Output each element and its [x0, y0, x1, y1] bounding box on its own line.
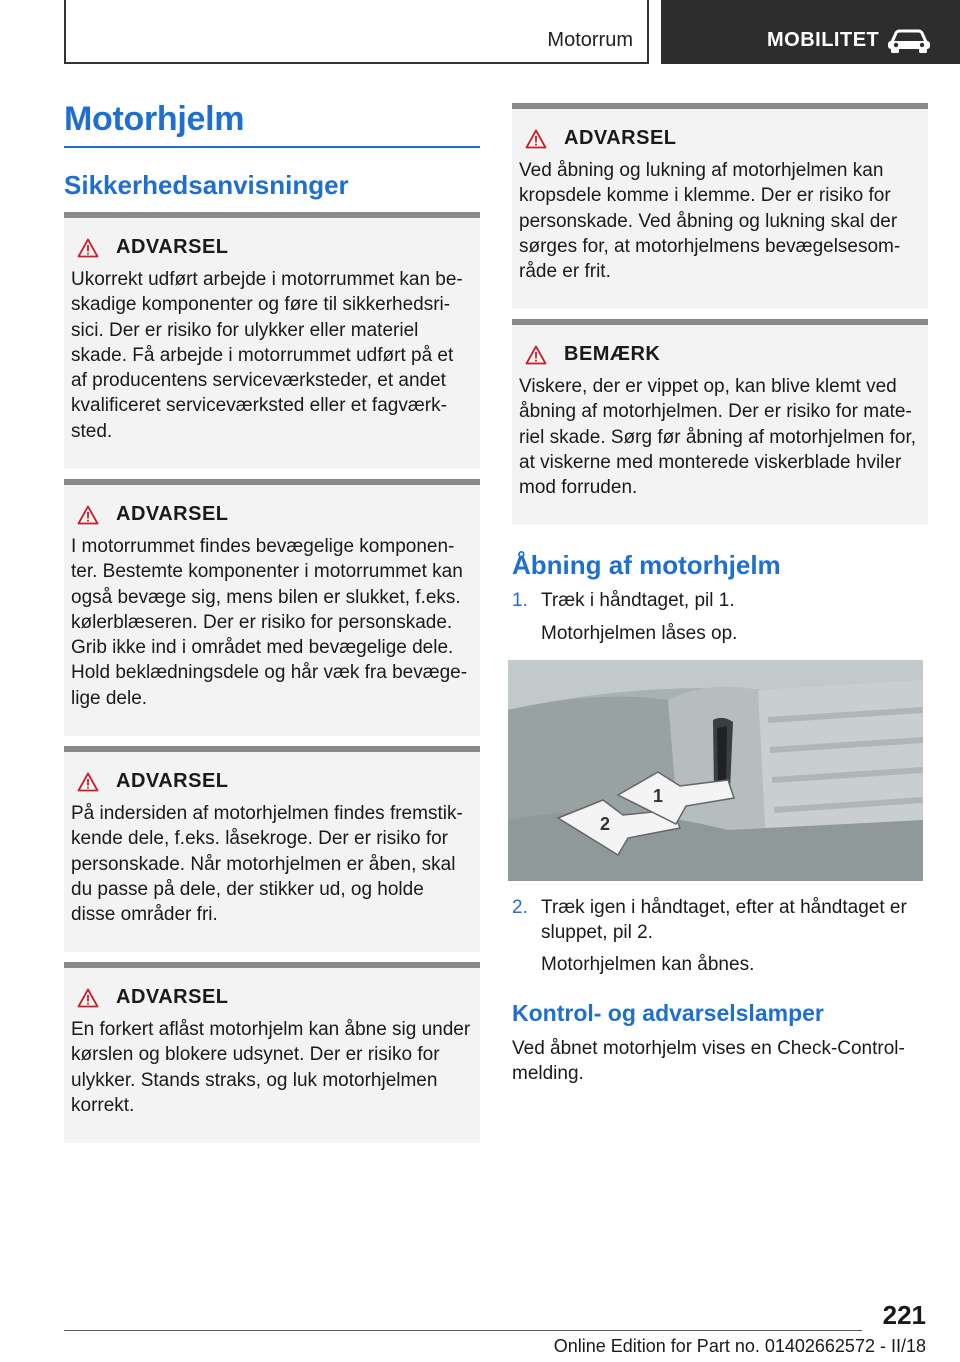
page-number: 221: [882, 1300, 926, 1330]
warning-triangle-icon: [77, 505, 99, 525]
warning-label: ADVARSEL: [116, 770, 229, 792]
warning-label: ADVARSEL: [116, 986, 229, 1008]
warning-text: Ukorrekt udført arbejde i motorrummet kan beskadige komponenter og føre til sikkerhedsrisici. Der er risiko for ulykker eller materiel skade. Få arbejde i motorrummet udført på et af producentens serviceværksteder, et andet kvalificeret serviceværksted eller et fagværksted.: [71, 269, 463, 442]
warning-text: På indersiden af motorhjelmen findes fremstikkende dele, f.eks. låsekroge. Der er risiko for personskade. Når motorhjelmen er åben, skal du passe på dele, der stikker ud, og holde disse områder fri.: [71, 803, 463, 926]
warning-box: [512, 103, 928, 309]
step-text: Træk igen i håndtaget, efter at håndtaget er sluppet, pil 2.: [541, 897, 907, 944]
step-result: Motorhjelmen låses op.: [541, 623, 738, 644]
warning-box: [64, 746, 480, 952]
warning-triangle-icon: [77, 238, 99, 258]
step-number: 2.: [512, 897, 528, 918]
section-title-indicators: Kontrol- og advarselslamper: [512, 1000, 824, 1026]
warning-box: [64, 962, 480, 1143]
warning-text: En forkert aflåst motorhjelm kan åbne sig under kørslen og blokere udsynet. Der er risiko for ulykker. Stands straks, og luk motorhjelmen korrekt.: [71, 1019, 471, 1116]
page-title: Motorhjelm: [64, 100, 245, 138]
hood-release-illustration: [508, 660, 923, 881]
step-result: Motorhjelmen kan åbnes.: [541, 954, 755, 975]
warning-triangle-icon: [525, 129, 547, 149]
notice-triangle-icon: [525, 345, 547, 365]
svg-text:1: 1: [653, 786, 664, 806]
step-number: 1.: [512, 590, 528, 611]
warning-triangle-icon: [77, 772, 99, 792]
header-chapter-tab: [661, 0, 960, 64]
header-chapter-label: MOBILITET: [767, 29, 880, 51]
header-section-tab: [64, 0, 649, 64]
footer-edition: Online Edition for Part no. 01402662572 - II/18: [553, 1336, 926, 1356]
warning-label: ADVARSEL: [564, 127, 677, 149]
car-icon: [886, 28, 932, 54]
warning-text: Ved åbning og lukning af motorhjelmen kan kropsdele komme i klemme. Der er risiko for personskade. Ved åbning og lukning skal der sørges for, at motorhjelmens bevægelsesområde er frit.: [519, 160, 901, 283]
warning-triangle-icon: [77, 988, 99, 1008]
warning-label: ADVARSEL: [116, 503, 229, 525]
warning-box: [64, 479, 480, 736]
notice-box: [512, 319, 928, 525]
notice-label: BEMÆRK: [564, 343, 661, 365]
footer-divider: [64, 1330, 862, 1331]
header-section-label: Motorrum: [547, 29, 633, 51]
warning-label: ADVARSEL: [116, 236, 229, 258]
section-title-safety: Sikkerhedsanvisninger: [64, 170, 349, 200]
title-divider: [64, 146, 480, 148]
warning-box: [64, 212, 480, 469]
warning-text: I motorrummet findes bevægelige komponenter. Bestemte komponenter i motorrummet kan også bevæge sig, mens bilen er slukket, f.eks. kølerblæseren. Der er risiko for personskade. Grib ikke ind i området med bevægelige dele. Hold beklædningsdele og hår væk fra bevægelige dele.: [71, 536, 468, 709]
step-text: Træk i håndtaget, pil 1.: [541, 590, 735, 611]
notice-text: Viskere, der er vippet op, kan blive klemt ved åbning af motorhjelmen. Der er risiko for materiel skade. Sørg før åbning af motorhjelmen for, at viskerne med monterede viskerblade hviler mod forruden.: [519, 376, 917, 499]
indicators-text: Ved åbnet motorhjelm vises en Check-Control-melding.: [512, 1038, 905, 1085]
section-title-opening: Åbning af motorhjelm: [512, 550, 781, 580]
svg-text:2: 2: [600, 814, 611, 834]
